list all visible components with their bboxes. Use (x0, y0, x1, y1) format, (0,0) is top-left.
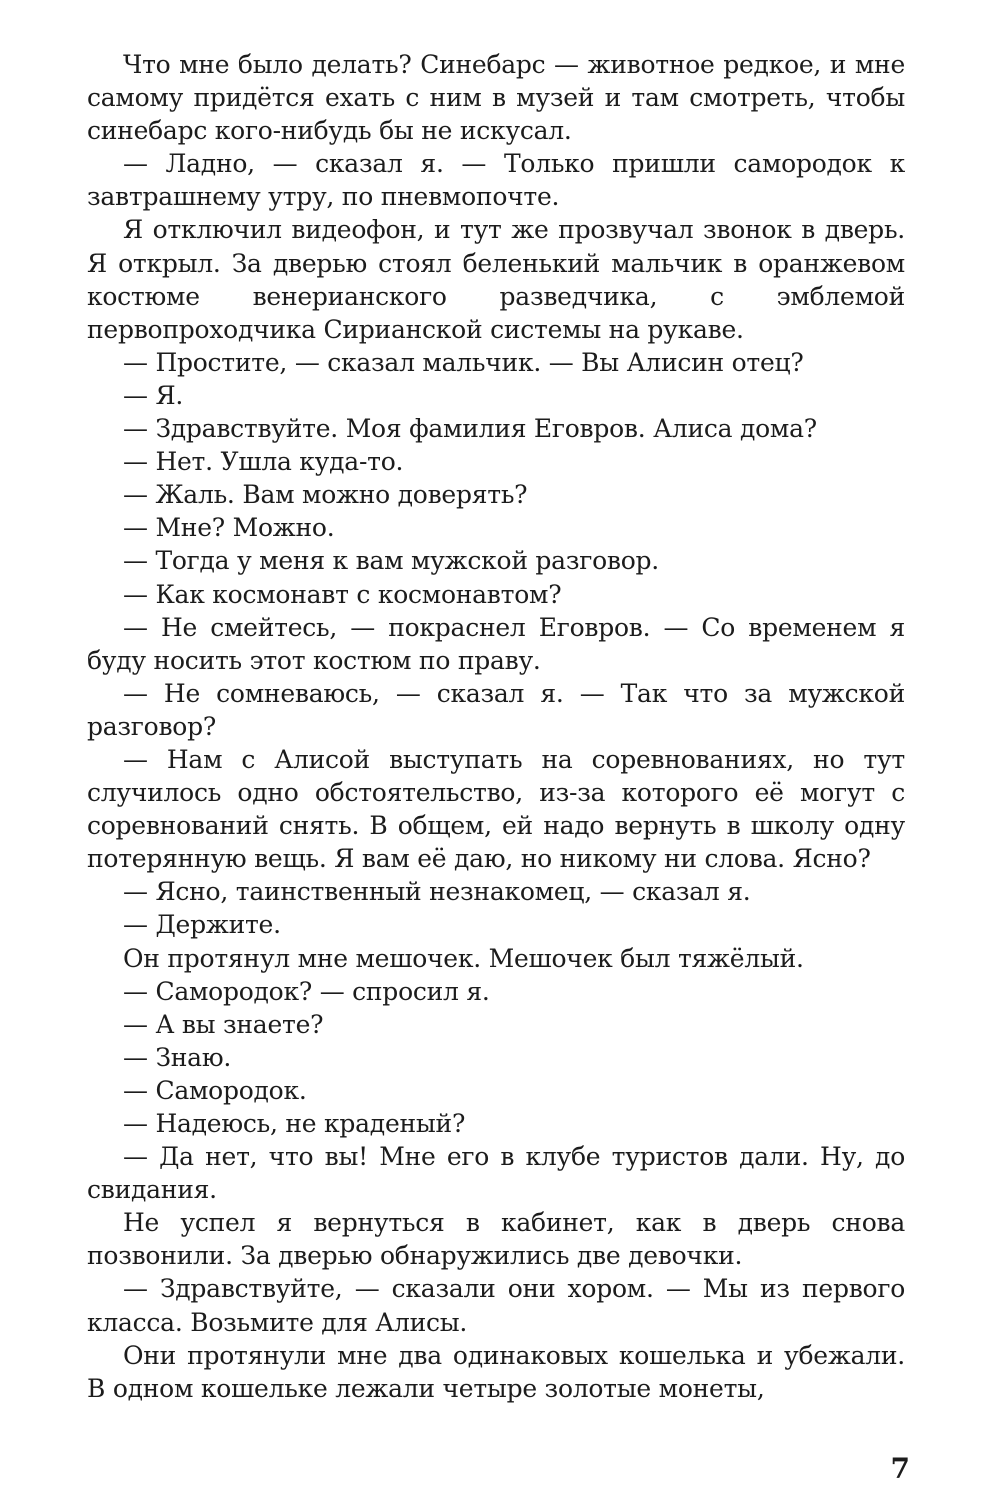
paragraph: — Нет. Ушла куда-то. (123, 447, 404, 477)
paragraph: — А вы знаете? (123, 1009, 324, 1039)
paragraph: — Самородок. (123, 1075, 307, 1105)
paragraph: — Держите. (123, 910, 281, 940)
paragraph: — Ясно, таинственный незнакомец, — сказал я. (123, 877, 751, 907)
paragraph: — Я. (123, 380, 184, 410)
paragraph: — Жаль. Вам можно доверять? (123, 480, 528, 510)
paragraph: Не успел я вернуться в кабинет, как в дверь снова позвонили. За дверью обнаружились две девочки. (87, 1208, 905, 1271)
paragraph: Они протянули мне два одинаковых кошелька и убежали. В одном кошельке лежали четыре золотые монеты, (87, 1340, 905, 1403)
paragraph: — Здравствуйте, — сказали они хором. — Мы из первого класса. Возьмите для Алисы. (87, 1274, 905, 1337)
paragraph: — Не сомневаюсь, — сказал я. — Так что за мужской разговор? (87, 678, 905, 741)
paragraph: — Не смейтесь, — покраснел Еговров. — Со временем я буду носить этот костюм по праву. (87, 612, 905, 675)
paragraph: Я отключил видеофон, и тут же прозвучал звонок в дверь. Я открыл. За дверью стоял беленький мальчик в оранжевом костюме венерианского разведчика, с эмблемой первопроходчика Сирианской системы на рукаве. (87, 215, 905, 344)
paragraph: — Здравствуйте. Моя фамилия Еговров. Алиса дома? (123, 414, 817, 444)
paragraph: — Знаю. (123, 1042, 232, 1072)
paragraph: — Простите, — сказал мальчик. — Вы Алисин отец? (123, 347, 804, 377)
paragraph: Что мне было делать? Синебарс — животное редкое, и мне самому придётся ехать с ним в музей и там смотреть, чтобы синебарс кого-нибудь бы не искусал. (87, 50, 905, 146)
paragraph: — Мне? Можно. (123, 513, 335, 543)
page-number: 7 (890, 1452, 910, 1485)
paragraph: — Да нет, что вы! Мне его в клубе туристов дали. Ну, до свидания. (87, 1142, 905, 1205)
paragraph: — Нам с Алисой выступать на соревнованиях, но тут случилось одно обстоятельство, из-за которого её могут с соревнований снять. В общем, ей надо вернуть в школу одну потерянную вещь. Я вам её даю, но никому ни слова. Ясно? (87, 744, 905, 874)
paragraph: — Надеюсь, не краденый? (123, 1109, 466, 1138)
paragraph: — Как космонавт с космонавтом? (123, 579, 562, 609)
paragraph: — Тогда у меня к вам мужской разговор. (123, 546, 659, 576)
paragraph: Он протянул мне мешочек. Мешочек был тяжёлый. (123, 943, 804, 973)
paragraph: — Самородок? — спросил я. (123, 976, 490, 1006)
page-body (87, 48, 905, 1405)
paragraph: — Ладно, — сказал я. — Только пришли самородок к завтрашнему утру, по пневмопочте. (87, 149, 905, 212)
